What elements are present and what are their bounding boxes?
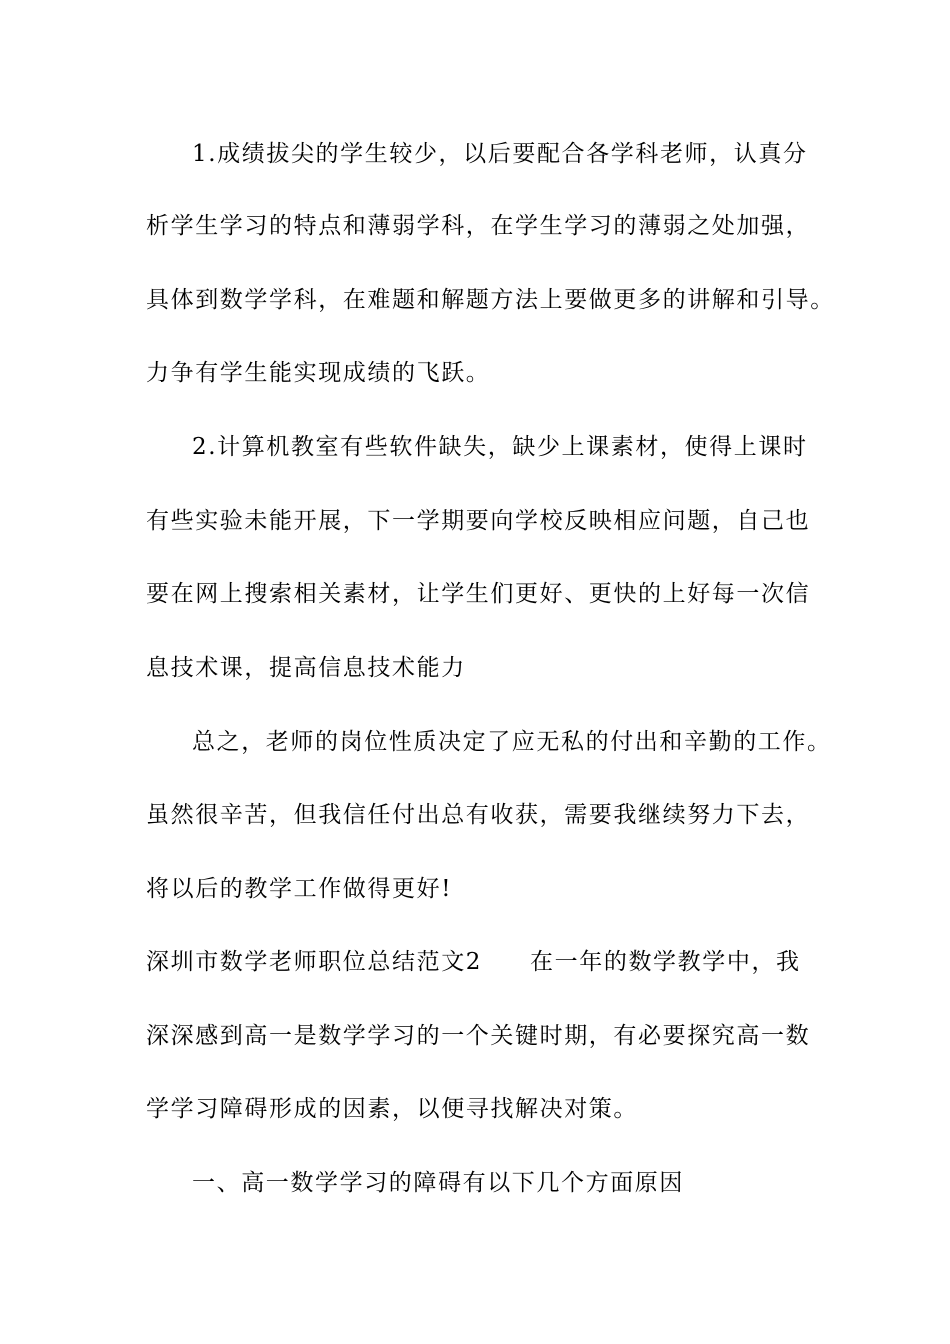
- section-intro-text: 在一年的数学教学中，我: [530, 949, 801, 975]
- paragraph-3-line-1: 总之，老师的岗位性质决定了应无私的付出和辛勤的工作。: [192, 729, 832, 755]
- paragraph-2-line-3: 要在网上搜索相关素材，让学生们更好、更快的上好每一次信: [146, 581, 811, 607]
- section-title-line: [146, 946, 801, 978]
- paragraph-3-line-2: 虽然很辛苦，但我信任付出总有收获，需要我继续努力下去，: [146, 802, 811, 828]
- paragraph-4-line-2: 深深感到高一是数学学习的一个关键时期，有必要探究高一数: [146, 1023, 811, 1049]
- paragraph-1-line-4: 力争有学生能实现成绩的飞跃。: [146, 360, 491, 386]
- subsection-heading: 一、高一数学学习的障碍有以下几个方面原因: [192, 1170, 684, 1196]
- paragraph-2-line-4: 息技术课，提高信息技术能力: [146, 655, 466, 681]
- paragraph-1-line-2: 析学生学习的特点和薄弱学科，在学生学习的薄弱之处加强，: [146, 213, 811, 239]
- paragraph-1-line-1: 1.成绩拔尖的学生较少，以后要配合各学科老师，认真分: [192, 141, 808, 167]
- paragraph-2-line-2: 有些实验未能开展，下一学期要向学校反映相应问题，自己也: [146, 508, 811, 534]
- paragraph-4-line-3: 学学习障碍形成的因素，以便寻找解决对策。: [146, 1096, 638, 1122]
- section-title: 深圳市数学老师职位总结范文2: [146, 949, 483, 975]
- paragraph-1-line-3: 具体到数学学科，在难题和解题方法上要做更多的讲解和引导。: [146, 287, 835, 313]
- paragraph-3-line-3: 将以后的教学工作做得更好!: [146, 876, 453, 902]
- paragraph-2-line-1: 2.计算机教室有些软件缺失，缺少上课素材，使得上课时: [192, 434, 808, 460]
